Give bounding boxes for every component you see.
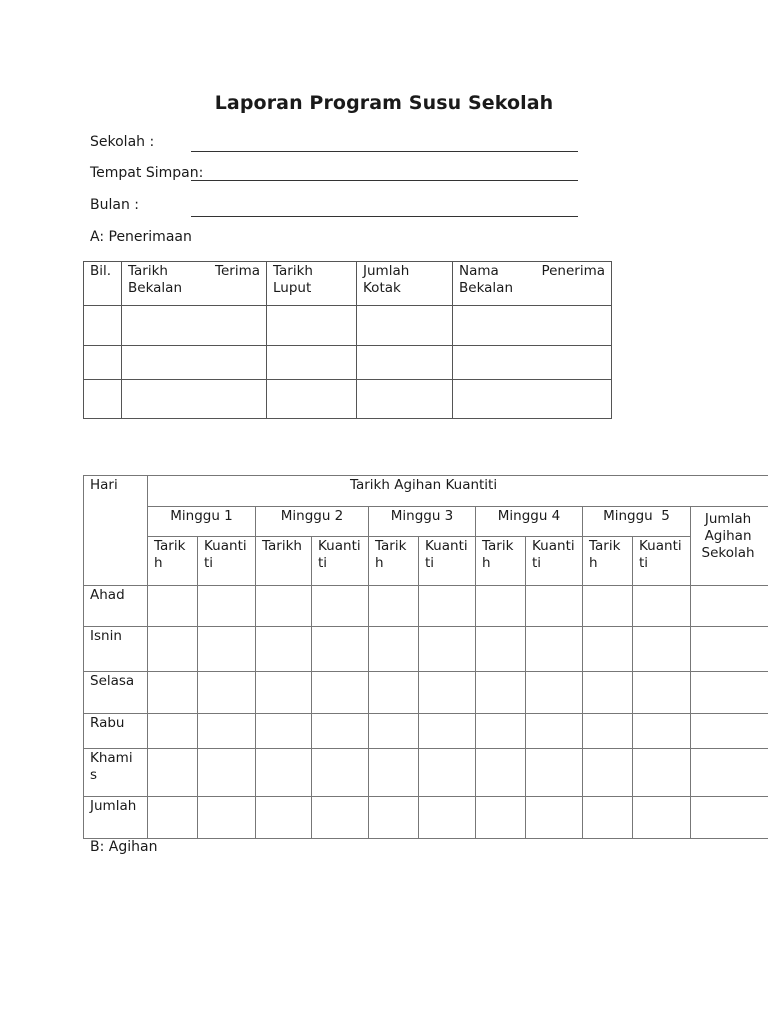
agihan-header-row-3	[84, 537, 768, 586]
table-cell[interactable]	[476, 627, 526, 672]
table-cell[interactable]	[198, 627, 256, 672]
day-label-rabu: Rabu	[84, 714, 148, 749]
table-cell[interactable]	[526, 586, 583, 627]
agihan-header-row-1	[84, 476, 768, 507]
table-cell[interactable]	[312, 672, 369, 714]
table-row-ahad	[84, 586, 768, 627]
header-tarikh-luput: Tarikh Luput	[267, 262, 357, 306]
table-cell[interactable]	[691, 586, 768, 627]
header-minggu-3: Minggu 3	[369, 507, 476, 537]
header-minggu-1: Minggu 1	[148, 507, 256, 537]
table-cell[interactable]	[419, 672, 476, 714]
header-kuantiti: Kuanti ti	[633, 537, 691, 586]
table-cell[interactable]	[267, 380, 357, 419]
table-cell[interactable]	[633, 714, 691, 749]
header-minggu-5: Minggu 5	[583, 507, 691, 537]
day-label-ahad: Ahad	[84, 586, 148, 627]
header-kuantiti: Kuanti ti	[312, 537, 369, 586]
table-cell[interactable]	[369, 586, 419, 627]
table-cell[interactable]	[476, 749, 526, 797]
bulan-field-line[interactable]	[191, 216, 578, 217]
table-cell[interactable]	[357, 306, 453, 346]
header-bil: Bil.	[84, 262, 122, 306]
table-cell[interactable]	[633, 797, 691, 839]
table-cell[interactable]	[369, 672, 419, 714]
table-cell[interactable]	[419, 797, 476, 839]
table-cell[interactable]	[267, 346, 357, 380]
header-jumlah-kotak: Jumlah Kotak	[357, 262, 453, 306]
section-b-label: B: Agihan	[90, 839, 158, 855]
table-cell[interactable]	[256, 672, 312, 714]
table-cell[interactable]	[256, 586, 312, 627]
table-cell[interactable]	[312, 586, 369, 627]
table-row	[84, 380, 612, 419]
header-nama-penerima-bekalan: Nama Penerima Bekalan	[453, 262, 612, 306]
table-cell[interactable]	[419, 627, 476, 672]
table-cell[interactable]	[583, 672, 633, 714]
table-cell[interactable]	[357, 380, 453, 419]
table-cell[interactable]	[312, 627, 369, 672]
penerimaan-header-row	[84, 262, 612, 306]
table-cell[interactable]	[633, 627, 691, 672]
table-cell[interactable]	[256, 749, 312, 797]
header-kuantiti: Kuanti ti	[198, 537, 256, 586]
table-cell[interactable]	[691, 797, 768, 839]
table-cell[interactable]	[198, 586, 256, 627]
table-cell[interactable]	[526, 627, 583, 672]
section-a-label: A: Penerimaan	[90, 229, 192, 245]
table-cell[interactable]	[526, 797, 583, 839]
table-cell[interactable]	[369, 749, 419, 797]
table-cell[interactable]	[583, 797, 633, 839]
table-row	[84, 346, 612, 380]
header-tarikh: Tarik h	[148, 537, 198, 586]
table-cell[interactable]	[122, 346, 267, 380]
table-cell[interactable]	[691, 627, 768, 672]
table-cell[interactable]	[148, 586, 198, 627]
table-cell[interactable]	[526, 714, 583, 749]
sekolah-field-line[interactable]	[191, 151, 578, 152]
header-kuantiti: Kuanti ti	[419, 537, 476, 586]
table-cell[interactable]	[312, 749, 369, 797]
table-cell[interactable]	[256, 627, 312, 672]
table-cell[interactable]	[691, 672, 768, 714]
table-cell[interactable]	[357, 346, 453, 380]
header-tarikh: Tarik h	[583, 537, 633, 586]
table-cell[interactable]	[633, 586, 691, 627]
table-cell[interactable]	[453, 306, 612, 346]
table-cell[interactable]	[312, 714, 369, 749]
day-label-isnin: Isnin	[84, 627, 148, 672]
table-cell[interactable]	[691, 714, 768, 749]
table-cell[interactable]	[633, 672, 691, 714]
table-cell[interactable]	[369, 714, 419, 749]
table-cell[interactable]	[583, 714, 633, 749]
table-cell[interactable]	[148, 714, 198, 749]
header-kuantiti: Kuanti ti	[526, 537, 583, 586]
page-title: Laporan Program Susu Sekolah	[214, 92, 554, 114]
table-cell[interactable]	[691, 749, 768, 797]
table-cell[interactable]	[419, 586, 476, 627]
table-cell[interactable]	[419, 714, 476, 749]
header-tarikh-terima-bekalan: Tarikh Terima Bekalan	[122, 262, 267, 306]
table-cell[interactable]	[198, 672, 256, 714]
table-cell[interactable]	[583, 749, 633, 797]
agihan-header-row-2	[84, 507, 768, 537]
table-row-isnin	[84, 627, 768, 672]
table-row-khamis	[84, 749, 768, 797]
table-row-rabu	[84, 714, 768, 749]
table-cell[interactable]	[84, 346, 122, 380]
table-cell[interactable]	[526, 749, 583, 797]
table-row	[84, 306, 612, 346]
header-jumlah-agihan-sekolah: Jumlah Agihan Sekolah	[691, 507, 768, 586]
table-cell[interactable]	[476, 672, 526, 714]
tempat-simpan-field-line[interactable]	[191, 180, 578, 181]
table-cell[interactable]	[148, 749, 198, 797]
header-minggu-4: Minggu 4	[476, 507, 583, 537]
table-cell[interactable]	[633, 749, 691, 797]
table-cell[interactable]	[84, 306, 122, 346]
table-cell[interactable]	[583, 627, 633, 672]
header-tarikh: Tarik h	[369, 537, 419, 586]
table-row-jumlah	[84, 797, 768, 839]
table-cell[interactable]	[526, 672, 583, 714]
table-cell[interactable]	[122, 380, 267, 419]
table-cell[interactable]	[256, 797, 312, 839]
table-cell[interactable]	[369, 797, 419, 839]
agihan-table	[83, 475, 768, 839]
table-cell[interactable]	[122, 306, 267, 346]
table-cell[interactable]	[312, 797, 369, 839]
table-cell[interactable]	[148, 627, 198, 672]
header-tarikh-agihan-kuantiti: Tarikh Agihan Kuantiti	[148, 476, 768, 507]
table-row-selasa	[84, 672, 768, 714]
table-cell[interactable]	[84, 380, 122, 419]
tempat-simpan-label: Tempat Simpan:	[90, 165, 204, 181]
table-cell[interactable]	[419, 749, 476, 797]
table-cell[interactable]	[476, 714, 526, 749]
table-cell[interactable]	[369, 627, 419, 672]
day-label-khamis: Khami s	[84, 749, 148, 797]
bulan-label: Bulan :	[90, 197, 139, 213]
penerimaan-table	[83, 261, 612, 419]
header-minggu-2: Minggu 2	[256, 507, 369, 537]
header-tarikh: Tarikh	[256, 537, 312, 586]
table-cell[interactable]	[583, 586, 633, 627]
header-hari: Hari	[84, 476, 148, 586]
table-cell[interactable]	[198, 714, 256, 749]
table-cell[interactable]	[453, 380, 612, 419]
table-cell[interactable]	[267, 306, 357, 346]
table-cell[interactable]	[148, 672, 198, 714]
table-cell[interactable]	[198, 749, 256, 797]
sekolah-label: Sekolah :	[90, 134, 155, 150]
table-cell[interactable]	[256, 714, 312, 749]
day-label-selasa: Selasa	[84, 672, 148, 714]
table-cell[interactable]	[476, 586, 526, 627]
day-label-jumlah: Jumlah	[84, 797, 148, 839]
table-cell[interactable]	[148, 797, 198, 839]
table-cell[interactable]	[476, 797, 526, 839]
header-tarikh: Tarik h	[476, 537, 526, 586]
table-cell[interactable]	[198, 797, 256, 839]
table-cell[interactable]	[453, 346, 612, 380]
